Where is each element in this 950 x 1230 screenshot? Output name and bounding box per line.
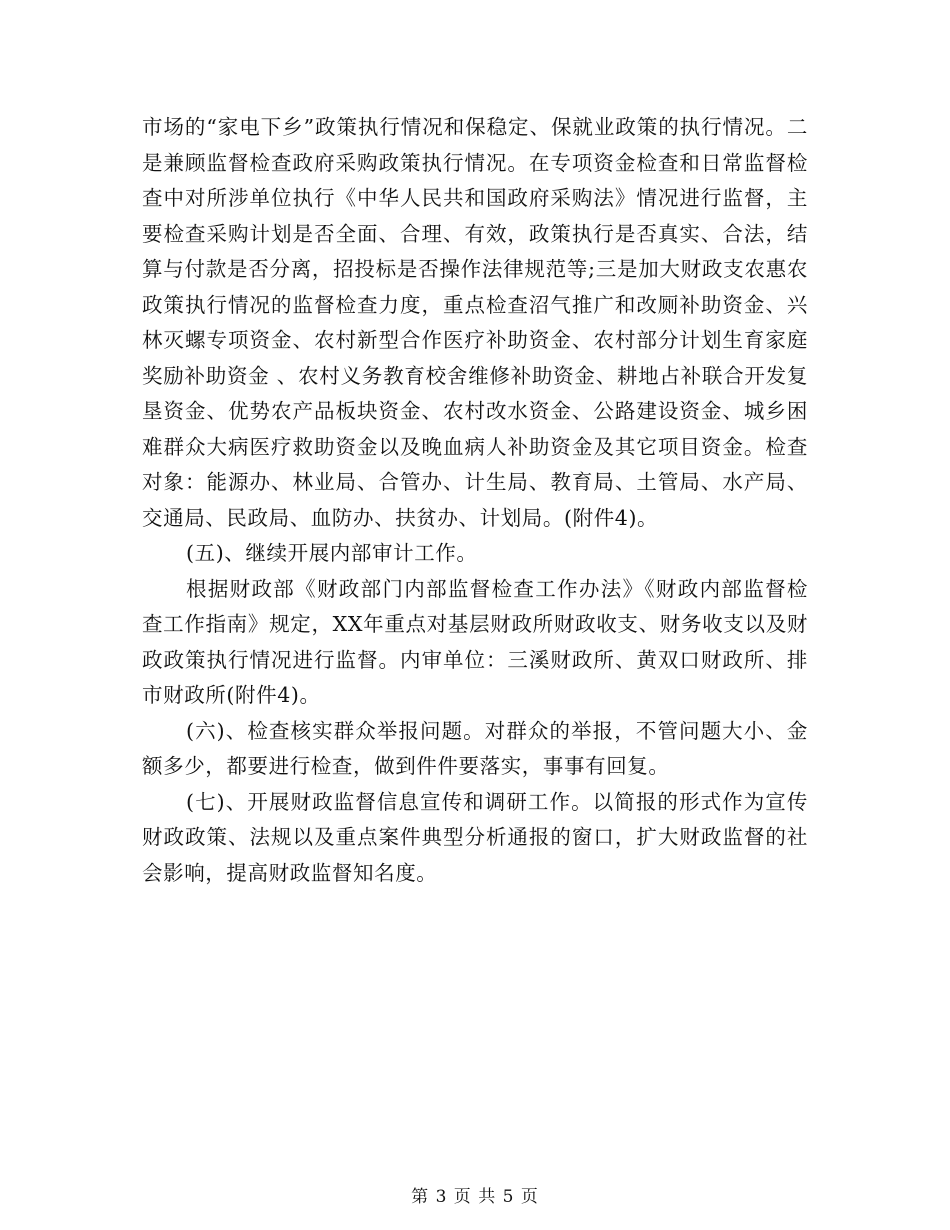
paragraph-continuation: 市场的“家电下乡”政策执行情况和保稳定、保就业政策的执行情况。二是兼顾监督检查政府采购政策执行情况。在专项资金检查和日常监督检查中对所涉单位执行《中华人民共和国政府采购法》情况进行监督，主要检查采购计划是否全面、合理、有效，政策执行是否真实、合法，结算与付款是否分离，招投标是否操作法律规范等;三是加大财政支农惠农政策执行情况的监督检查力度，重点检查沼气推广和改厕补助资金、兴林灭螺专项资金、农村新型合作医疗补助资金、农村部分计划生育家庭奖励补助资金 、农村义务教育校舍维修补助资金、耕地占补联合开发复垦资金、优势农产品板块资金、农村改水资金、公路建设资金、城乡困难群众大病医疗救助资金以及晚血病人补助资金及其它项目资金。检查对象：能源办、林业局、合管办、计生局、教育局、土管局、水产局、交通局、民政局、血防办、扶贫办、计划局。(附件4)。 [142,115,808,530]
paragraph-section-5-heading: (五)、继续开展内部审计工作。 [186,541,478,565]
page-number-footer: 第 3 页 共 5 页 [411,1187,539,1207]
document-body [142,110,808,891]
paragraph-section-7: (七)、开展财政监督信息宣传和调研工作。以简报的形式作为宣传财政政策、法规以及重点案件典型分析通报的窗口，扩大财政监督的社会影响，提高财政监督知名度。 [142,789,808,885]
paragraph-section-6: (六)、检查核实群众举报问题。对群众的举报，不管问题大小、金额多少，都要进行检查，做到件件要落实，事事有回复。 [142,718,808,778]
paragraph-internal-audit: 根据财政部《财政部门内部监督检查工作办法》《财政内部监督检查工作指南》规定，XX年重点对基层财政所财政收支、财务收支以及财政政策执行情况进行监督。内审单位：三溪财政所、黄双口财政所、排市财政所(附件4)。 [142,576,808,707]
